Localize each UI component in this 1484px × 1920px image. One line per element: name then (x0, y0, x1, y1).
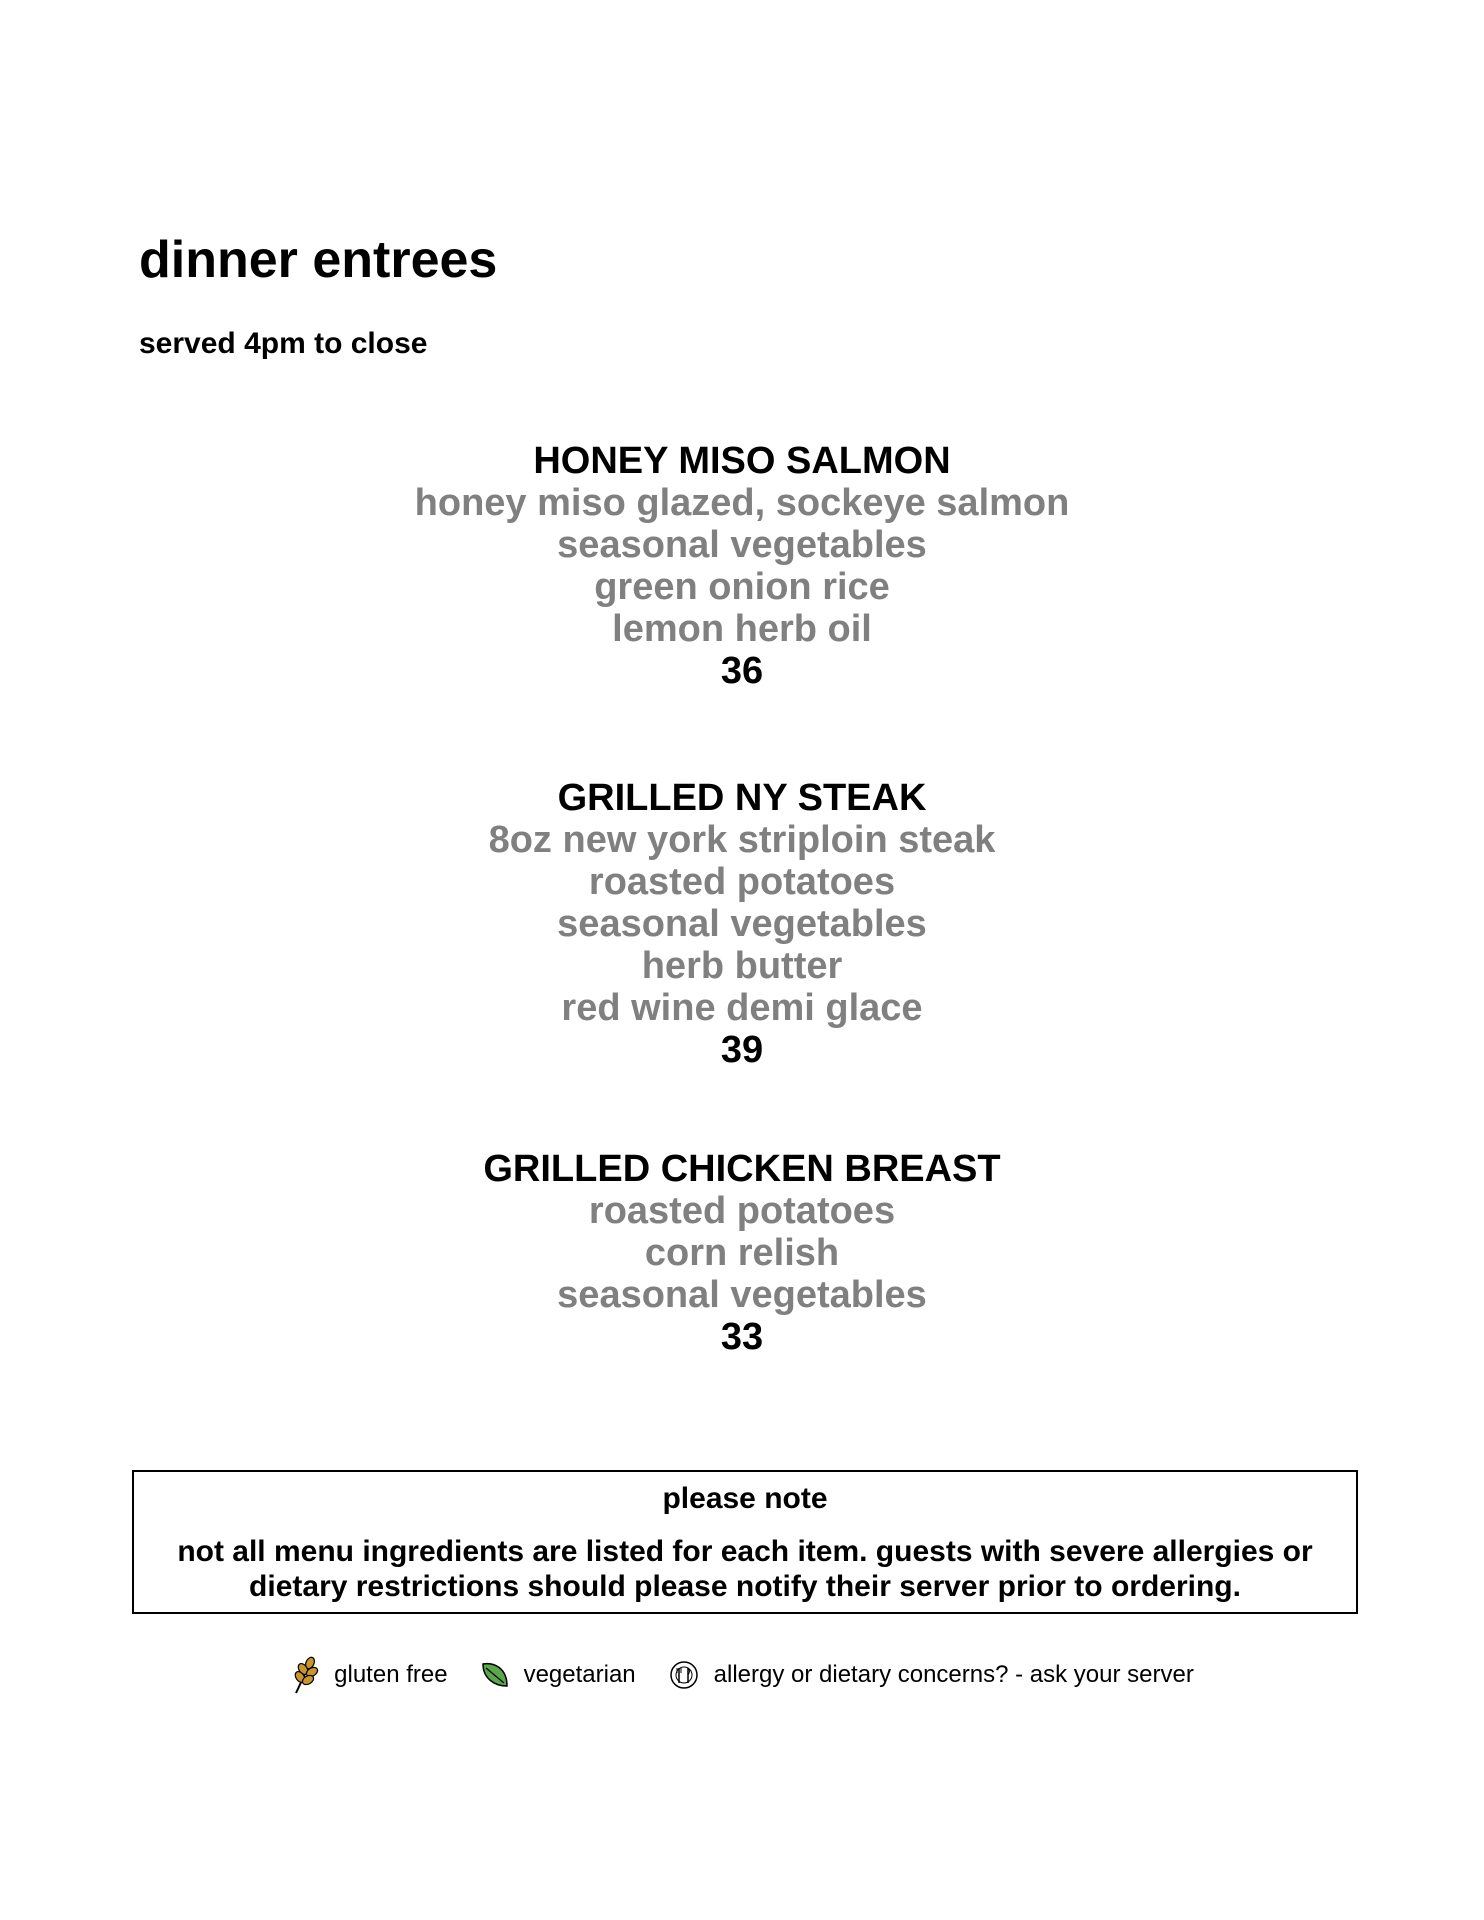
item-description-line: seasonal vegetables (557, 903, 927, 945)
item-description-line: roasted potatoes (588, 1190, 896, 1232)
item-price: 39 (720, 1029, 764, 1071)
menu-item-steak (0, 777, 1484, 1071)
wheat-icon (290, 1655, 320, 1695)
service-hours: served 4pm to close (139, 327, 428, 360)
item-name: HONEY MISO SALMON (533, 440, 951, 482)
leaf-icon (480, 1660, 510, 1690)
legend-label: gluten free (334, 1661, 448, 1688)
legend (0, 1655, 1484, 1695)
legend-label: allergy or dietary concerns? - ask your server (713, 1661, 1194, 1688)
item-name: GRILLED NY STEAK (557, 777, 927, 819)
menu-item-salmon (0, 440, 1484, 692)
legend-vegetarian (480, 1660, 636, 1690)
allergy-note-box (132, 1470, 1358, 1614)
note-title: please note (662, 1482, 828, 1515)
legend-label: vegetarian (523, 1661, 636, 1688)
item-description-line: herb butter (641, 945, 843, 987)
legend-allergy (668, 1659, 1194, 1691)
page-title: dinner entrees (139, 231, 498, 289)
item-description-line: seasonal vegetables (557, 1274, 927, 1316)
item-description-line: 8oz new york striploin steak (488, 819, 996, 861)
item-description-line: lemon herb oil (612, 608, 872, 650)
item-description-line: honey miso glazed, sockeye salmon (414, 482, 1070, 524)
item-name: GRILLED CHICKEN BREAST (483, 1148, 1001, 1190)
plate-utensils-icon (668, 1659, 700, 1691)
note-line: not all menu ingredients are listed for each item. guests with severe allergies or (177, 1535, 1313, 1568)
item-description-line: corn relish (644, 1232, 840, 1274)
item-description-line: seasonal vegetables (557, 524, 927, 566)
item-description-line: roasted potatoes (588, 861, 896, 903)
item-description-line: green onion rice (594, 566, 890, 608)
item-description-line: red wine demi glace (561, 987, 923, 1029)
note-line: dietary restrictions should please notify their server prior to ordering. (249, 1570, 1241, 1603)
menu-item-chicken (0, 1148, 1484, 1358)
note-text (134, 1534, 1356, 1604)
item-price: 33 (720, 1316, 764, 1358)
legend-gluten-free (290, 1655, 447, 1695)
item-price: 36 (720, 650, 764, 692)
